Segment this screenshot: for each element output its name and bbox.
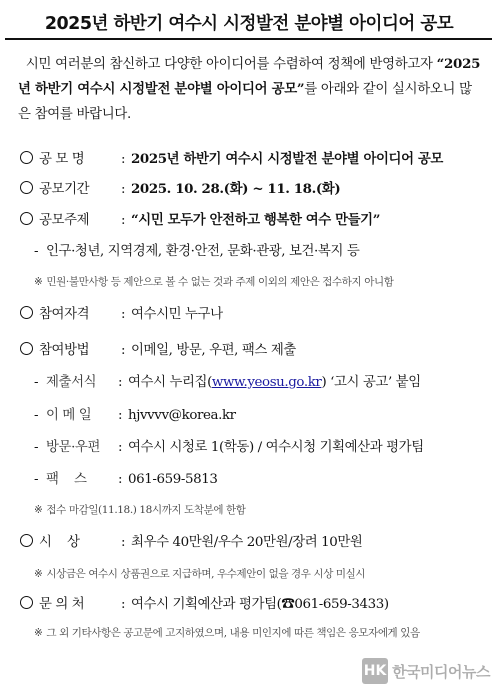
visit-value: 여수시 시청로 1(학동) / 여수시청 기획예산과 평가팀 xyxy=(128,440,424,455)
item-qualification xyxy=(18,304,490,326)
note-mark-icon: ※ xyxy=(34,276,43,288)
item-value: 2025년 하반기 여수시 시정발전 분야별 아이디어 공모 xyxy=(131,151,443,167)
item-period xyxy=(18,178,490,200)
form-pre: 여수시 누리집( xyxy=(128,375,212,390)
item-method xyxy=(18,340,490,362)
colon: : xyxy=(118,375,123,390)
item-label: 공 모 명 xyxy=(39,152,85,167)
colon: : xyxy=(121,213,126,228)
item-label: 문 의 처 xyxy=(39,597,85,612)
intro-pre: 시민 여러분의 참신하고 다양한 아이디어를 수렴하여 정책에 반영하고자 xyxy=(25,57,437,72)
note-mark-icon: ※ xyxy=(34,627,43,639)
item-contact xyxy=(18,594,490,616)
page-title: 2025년 하반기 여수시 시정발전 분야별 아이디어 공모 xyxy=(44,14,454,34)
circle-bullet-icon xyxy=(20,181,33,194)
colon: : xyxy=(121,535,126,550)
item-value: 여수시 기획예산과 평가팀(☎061-659-3433) xyxy=(131,597,389,612)
website-link[interactable]: www.yeosu.go.kr xyxy=(211,375,322,390)
item-value: 이메일, 방문, 우편, 팩스 제출 xyxy=(131,343,296,358)
dash: - xyxy=(34,440,39,455)
item-label: 공모기간 xyxy=(39,182,90,197)
item-value: 최우수 40만원/우수 20만원/장려 10만원 xyxy=(131,535,363,550)
theme-sub xyxy=(18,241,490,263)
item-theme xyxy=(18,209,490,231)
note-mark-icon: ※ xyxy=(34,568,43,580)
method-email xyxy=(18,405,490,427)
intro-highlight: “2025년 하반기 여수시 시정발전 분야별 아이디어 공모” xyxy=(18,56,481,97)
item-contest-name xyxy=(18,148,490,170)
item-label: 참여방법 xyxy=(39,343,90,358)
email-value: hjvvvv@korea.kr xyxy=(128,408,236,423)
title-divider xyxy=(5,38,492,40)
dash: - xyxy=(34,375,39,390)
method-form xyxy=(18,372,490,394)
sub-label: 이 메 일 xyxy=(46,408,92,423)
colon: : xyxy=(118,440,123,455)
circle-bullet-icon xyxy=(20,151,33,164)
method-visit xyxy=(18,437,490,459)
circle-bullet-icon xyxy=(20,212,33,225)
colon: : xyxy=(118,408,123,423)
dash: - xyxy=(34,244,39,259)
sub-label: 팩 스 xyxy=(46,472,87,487)
theme-note-text: 민원·불만사항 등 제안으로 볼 수 없는 것과 주제 이외의 제안은 접수하지 아니함 xyxy=(46,276,394,288)
watermark xyxy=(362,656,490,686)
method-note-text: 접수 마감일(11.18.) 18시까지 도착분에 한함 xyxy=(46,504,246,516)
note-mark-icon: ※ xyxy=(34,504,43,516)
colon: : xyxy=(118,472,123,487)
watermark-text: 한국미디어뉴스 xyxy=(392,662,490,681)
sub-label: 제출서식 xyxy=(46,375,97,390)
final-note xyxy=(18,624,490,642)
item-value: 2025. 10. 28.(화) ~ 11. 18.(화) xyxy=(131,181,341,197)
item-label: 공모주제 xyxy=(39,213,90,228)
circle-bullet-icon xyxy=(20,342,33,355)
colon: : xyxy=(121,152,126,167)
item-value: 여수시민 누구나 xyxy=(131,307,223,322)
circle-bullet-icon xyxy=(20,596,33,609)
circle-bullet-icon xyxy=(20,534,33,547)
award-note xyxy=(18,565,490,583)
intro-post: 를 아래와 같이 실시하오니 많은 참여를 바랍니다. xyxy=(18,82,472,122)
item-label: 시 상 xyxy=(39,535,80,550)
final-note-text: 그 외 기타사항은 공고문에 고지하였으며, 내용 미인지에 따른 책임은 응모자에게 있음 xyxy=(46,627,420,639)
item-award xyxy=(18,532,490,554)
fax-value: 061-659-5813 xyxy=(128,472,218,487)
theme-note xyxy=(18,273,490,291)
colon: : xyxy=(121,182,126,197)
method-note xyxy=(18,501,490,519)
award-note-text: 시상금은 여수시 상품권으로 지급하며, 우수제안이 없을 경우 시상 미실시 xyxy=(46,568,366,580)
item-value: “시민 모두가 안전하고 행복한 여수 만들기” xyxy=(131,212,381,228)
colon: : xyxy=(121,597,126,612)
colon: : xyxy=(121,343,126,358)
circle-bullet-icon xyxy=(20,306,33,319)
item-label: 참여자격 xyxy=(39,307,90,322)
intro-paragraph xyxy=(18,52,484,127)
dash: - xyxy=(34,472,39,487)
colon: : xyxy=(121,307,126,322)
theme-sub-value: 인구·청년, 지역경제, 환경·안전, 문화·관광, 보건·복지 등 xyxy=(46,244,360,259)
dash: - xyxy=(34,408,39,423)
sub-label: 방문·우편 xyxy=(46,440,100,455)
watermark-logo-icon: HK xyxy=(362,658,388,684)
method-fax xyxy=(18,469,490,491)
form-post: ) ‘고시 공고’ 붙임 xyxy=(321,375,421,390)
